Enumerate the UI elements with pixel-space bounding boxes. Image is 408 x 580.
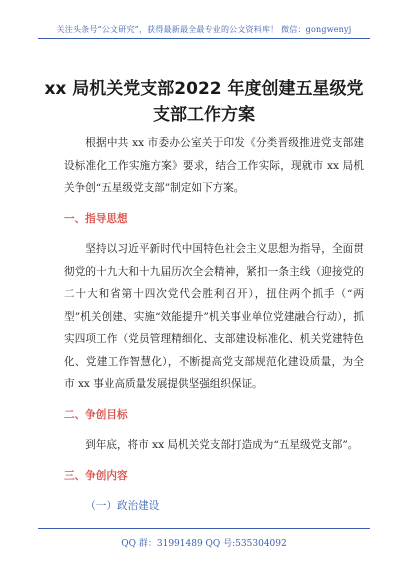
goals-paragraph: 到年底，将市 xx 局机关党支部打造成为“五星级党支部”。 — [85, 439, 359, 451]
footer-divider — [38, 528, 370, 529]
section-heading-guiding-ideology: 一、指导思想 — [64, 212, 128, 225]
subsection-political-construction: （一）政治建设 — [85, 500, 160, 512]
section-heading-goals: 二、争创目标 — [64, 408, 128, 421]
guiding-ideology-paragraph: 坚持以习近平新时代中国特色社会主义思想为指导，全面贯彻党的十九大和十九届历次全会精神，紧扣一条主线（迎接党的二十大和省第十四次党代会胜利召开），扭住两个抓手（“两型”机关创建、实施“效能提升”机关事业单位党建融合行动），抓实四项工作（党员管理精细化、支部建设标准化、机关党建特色化、党建工作智慧化），不断提高党支部规范化建设质量，为全市 xx 事业高质量发展提供坚强组织保证。 — [64, 243, 364, 390]
header-note: 关注头条号“公文研究”，获得最新最全最专业的公文资料库！ 微信：gongwenyj — [56, 25, 352, 34]
intro-paragraph: 根据中共 xx 市委办公室关于印发《分类晋级推进党支部建设标准化工作实施方案》要求，结合工作实际，现就市 xx 局机关争创“五星级党支部”制定如下方案。 — [64, 137, 364, 194]
document-body — [64, 132, 364, 518]
footer-contact: QQ 群：31991489 QQ 号:535304092 — [121, 539, 287, 549]
document-title: xx 局机关党支部2022 年度创建五星级党支部工作方案 — [44, 79, 364, 125]
section-heading-content: 三、争创内容 — [64, 469, 128, 482]
header-divider — [38, 38, 370, 39]
